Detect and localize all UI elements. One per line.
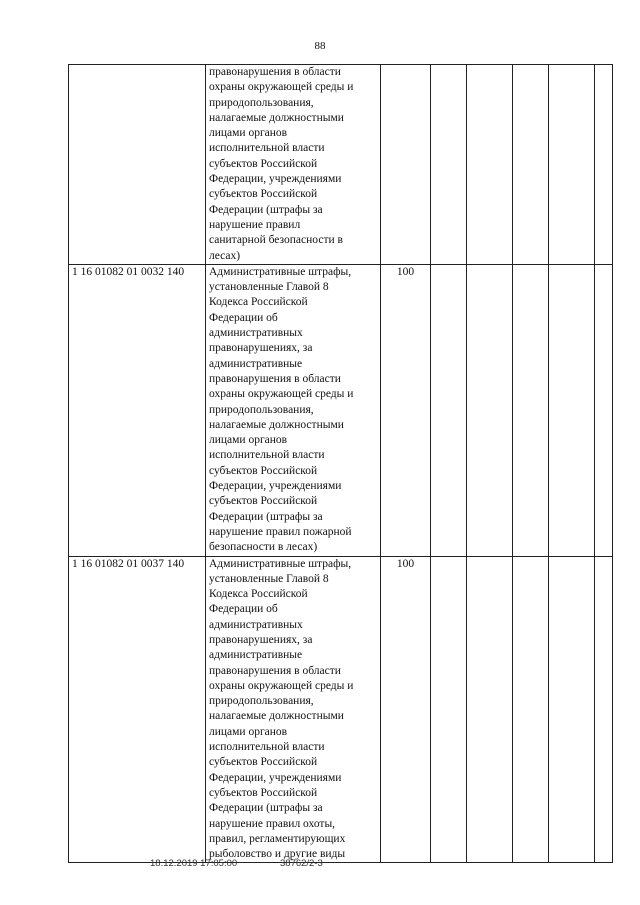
empty-cell [513,264,549,556]
empty-cell [549,65,595,265]
page-number: 88 [314,40,326,52]
budget-code-cell [69,65,206,265]
amount-cell: 100 [381,264,431,556]
table-row [69,65,613,265]
empty-cell [431,556,467,863]
empty-cell [549,264,595,556]
empty-cell [467,556,513,863]
table-row [69,264,613,556]
empty-cell [513,556,549,863]
description-cell: правонарушения в области охраны окружающей среды и природопользования, налагаемые должностными лицами органов исполнительной власти субъектов Российской Федерации, учреждениями субъектов Российской Федерации (штрафы за нарушение правил санитарной безопасности в лесах) [206,65,381,265]
budget-code-cell: 1 16 01082 01 0032 140 [69,264,206,556]
description-cell: Административные штрафы, установленные Главой 8 Кодекса Российской Федерации об административных правонарушениях, за административные правонарушения в области охраны окружающей среды и природопользования, налагаемые должностными лицами органов исполнительной власти субъектов Российской Федерации, учреждениями субъектов Российской Федерации (штрафы за нарушение правил пожарной безопасности в лесах) [206,264,381,556]
footer-timestamp: 18.12.2019 17:05:00 [150,858,238,869]
empty-cell [467,264,513,556]
amount-cell [381,65,431,265]
empty-cell [513,65,549,265]
budget-code-cell: 1 16 01082 01 0037 140 [69,556,206,863]
budget-codes-table [68,64,613,863]
table-row [69,556,613,863]
empty-cell [431,264,467,556]
amount-cell: 100 [381,556,431,863]
empty-cell [467,65,513,265]
footer-document-id: 38762/2-3 [280,858,323,869]
empty-cell [549,556,595,863]
description-cell: Административные штрафы, установленные Главой 8 Кодекса Российской Федерации об административных правонарушениях, за административные правонарушения в области охраны окружающей среды и природопользования, налагаемые должностными лицами органов исполнительной власти субъектов Российской Федерации, учреждениями субъектов Российской Федерации (штрафы за нарушение правил охоты, правил, регламентирующих рыболовство и другие виды [206,556,381,863]
empty-cell [595,556,613,863]
empty-cell [431,65,467,265]
empty-cell [595,264,613,556]
empty-cell [595,65,613,265]
